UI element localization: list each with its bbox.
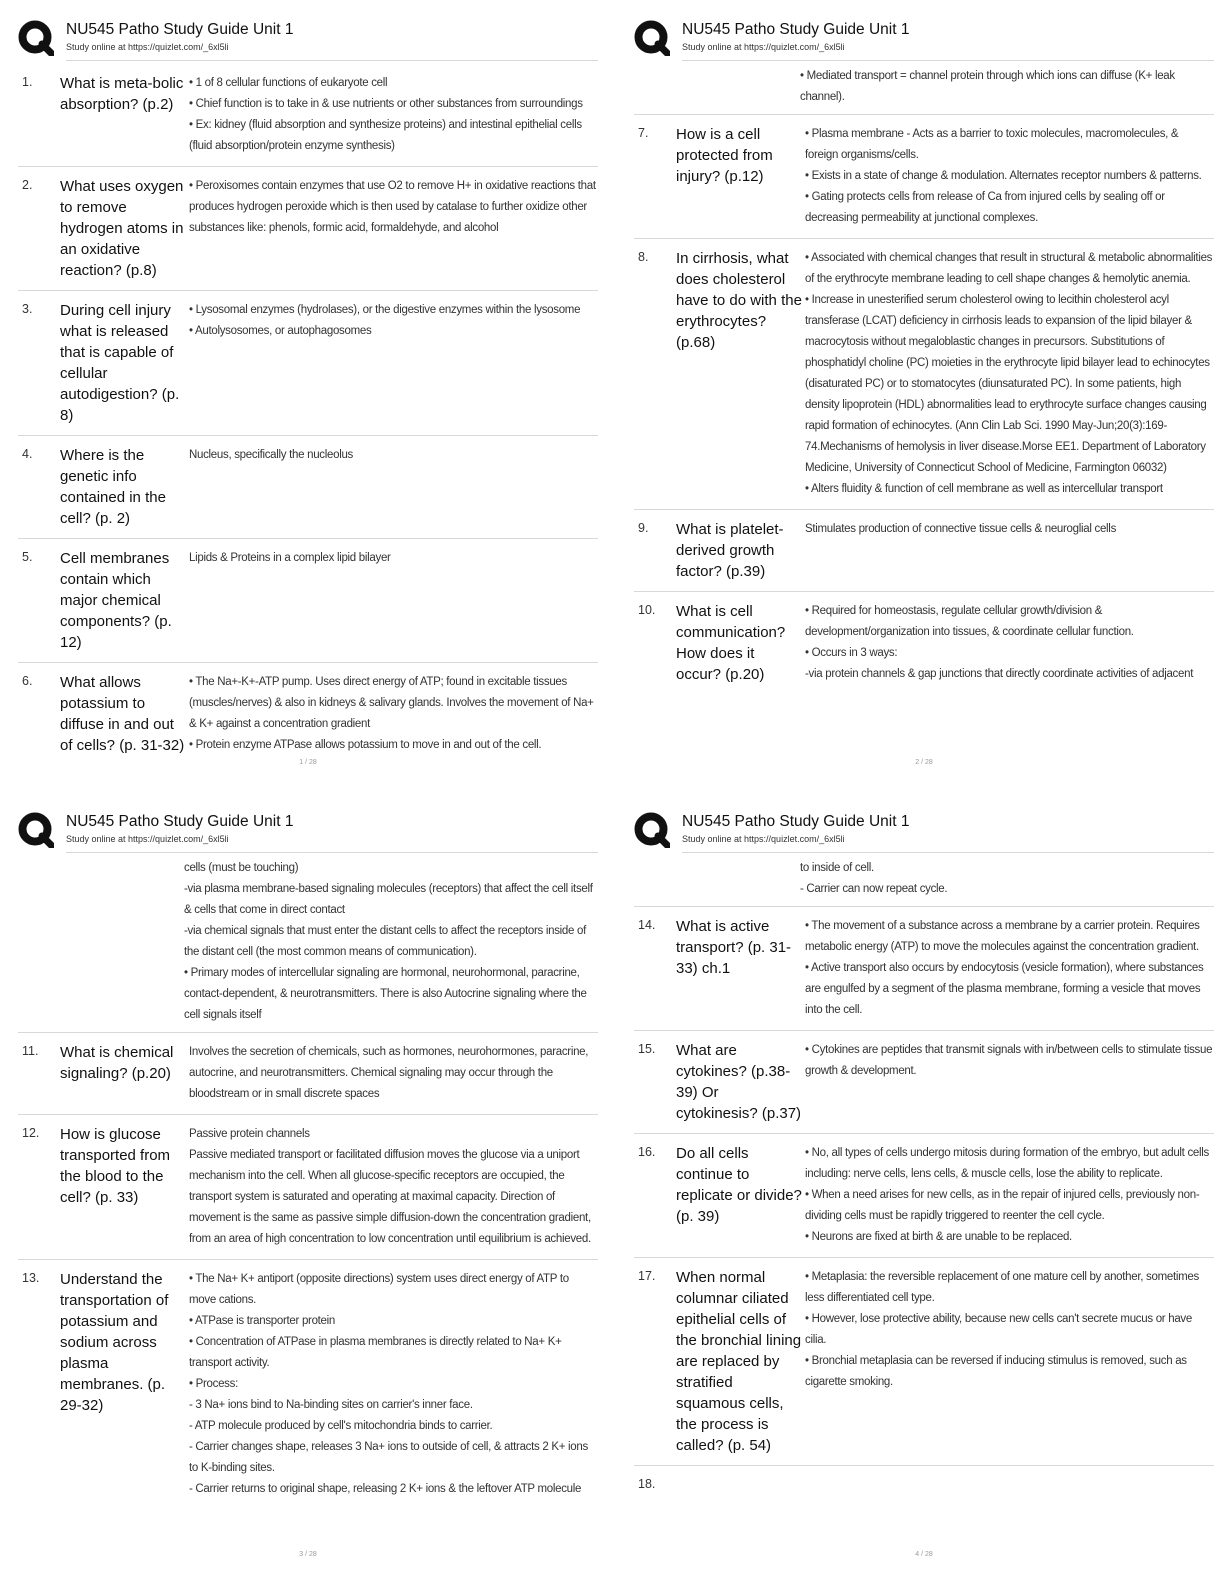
- card-answer: • The Na+ K+ antiport (opposite directions) system uses direct energy of ATP to move cations. • ATPase is transporter protein • Concentration of ATPase in plasma membranes is directly related to Na+ K+ transport activity. • Process: - 3 Na+ ions bind to Na-binding sites on carrier's inner face. - ATP molecule produced by cell's mitochondria binds to carrier. - Carrier changes shape, releases 3 Na+ ions to outside of cell, & attracts 2 K+ ions to K-binding sites. - Carrier returns to original shape, releasing 2 K+ ions & the leftover ATP molecule: [189, 1273, 588, 1495]
- card-question: How is glucose transported from the blood to the cell? (p. 33): [60, 1126, 171, 1206]
- card-11: [18, 1033, 598, 1115]
- card-number: 16.: [638, 1145, 656, 1159]
- card-answer: Stimulates production of connective tissue cells & neuroglial cells: [805, 523, 1117, 535]
- page-2: [634, 18, 1214, 768]
- card-9: [634, 510, 1214, 592]
- card-question: What is cell communication? How does it occur? (p.20): [676, 603, 786, 683]
- card-list: [18, 64, 598, 765]
- quizlet-logo-icon: [18, 812, 54, 848]
- card-question: What is chemical signaling? (p.20): [60, 1044, 174, 1082]
- card-8: [634, 239, 1214, 510]
- page-header: [634, 18, 1214, 64]
- card-answer: Passive protein channels Passive mediated transport or facilitated diffusion moves the glucose via a uniport mechanism into the cell. When all glucose-specific receptors are occupied, the transport system is saturated and operating at maximal capacity. Direction of movement is the same as passive simple diffusion-down the concentration gradient, from an area of high concentration to low concentration until equilibrium is achieved.: [189, 1128, 591, 1245]
- card-question: During cell injury what is released that is capable of cellular autodigestion? (p. 8): [60, 302, 180, 424]
- card-number: 5.: [22, 550, 33, 564]
- page-number: 1 / 28: [299, 759, 317, 766]
- card-question: Understand the transportation of potassium and sodium across plasma membranes. (p. 29-32): [60, 1271, 169, 1414]
- card-question: What is active transport? (p. 31-33) ch.1: [676, 918, 792, 977]
- card-6: [18, 663, 598, 765]
- card-number: 7.: [638, 126, 649, 140]
- card-answer: • No, all types of cells undergo mitosis during formation of the embryo, but adult cells including: nerve cells, lens cells, & muscle cells, lose the ability to replicate. • When a need arises for new cells, as in the repair of injured cells, previously non-dividing cells must be rapidly triggered to reenter the cell cycle. • Neurons are fixed at birth & are unable to be replaced.: [805, 1147, 1209, 1243]
- card-2: [18, 167, 598, 291]
- card-list: [18, 856, 598, 1509]
- header-subtitle: Study online at https://quizlet.com/_6xl5li: [682, 42, 845, 52]
- card-number: 3.: [22, 302, 33, 316]
- card-14: [634, 907, 1214, 1031]
- card-answer: • Associated with chemical changes that result in structural & metabolic abnormalities of the erythrocyte membrane leading to cell shape changes & hemolytic anemia. • Increase in unesterified serum cholesterol owing to lecithin cholesterol acyl transferase (LCAT) deficiency in cirrhosis leads to expansion of the lipid bilayer & macrocytosis without megaloblastic changes in precursors. Substitutions of phosphatidyl choline (PC) moieties in the erythrocyte lipid bilayer lead to echinocytes (disaturated PC) or to stomatocytes (diunsaturated PC). In some patients, high density lipoprotein (HDL) abnormalities lead to erythrocyte surface changes causing rapid formation of echinocytes. (Ann Clin Lab Sci. 1990 May-Jun;20(3):169-74.Mechanisms of hemolysis in liver disease.Morse EE1. Department of Laboratory Medicine, University of Connecticut School of Medicine, Farmington 06032) • Alters fluidity & function of cell membrane as well as intercellular transport: [805, 252, 1213, 495]
- page-number: 4 / 28: [915, 1551, 933, 1558]
- card-4: [18, 436, 598, 539]
- card-question: What uses oxygen to remove hydrogen atoms in an oxidative reaction? (p.8): [60, 178, 184, 279]
- card-question: What allows potassium to diffuse in and out of cells? (p. 31-32): [60, 674, 185, 754]
- header-subtitle: Study online at https://quizlet.com/_6xl5li: [66, 42, 229, 52]
- card-answer: Nucleus, specifically the nucleolus: [189, 449, 354, 461]
- card-number: 4.: [22, 447, 33, 461]
- page-header: [18, 810, 598, 856]
- card-question: Cell membranes contain which major chemical components? (p. 12): [60, 550, 172, 651]
- continued-answer: • Mediated transport = channel protein through which ions can diffuse (K+ leak channel).: [634, 64, 1214, 115]
- card-number: 10.: [638, 603, 656, 617]
- card-number: 11.: [22, 1044, 39, 1058]
- card-number: 13.: [22, 1271, 40, 1285]
- card-17: [634, 1258, 1214, 1466]
- card-question: When normal columnar ciliated epithelial cells of the bronchial lining are replaced by stratified squamous cells, the process is called? (p. 54): [676, 1269, 802, 1454]
- card-answer: • The Na+-K+-ATP pump. Uses direct energy of ATP; found in excitable tissues (muscles/nerves) & also in kidneys & salivary glands. Involves the movement of Na+ & K+ against a concentration gradient • Protein enzyme ATPase allows potassium to move in and out of the cell.: [189, 676, 594, 751]
- card-question: In cirrhosis, what does cholesterol have to do with the erythrocytes? (p.68): [676, 250, 802, 351]
- card-answer: • Lysosomal enzymes (hydrolases), or the digestive enzymes within the lysosome • Autolysosomes, or autophagosomes: [189, 304, 581, 337]
- card-question: How is a cell protected from injury? (p.12): [676, 126, 773, 185]
- card-10: [634, 592, 1214, 694]
- card-1: [18, 64, 598, 167]
- card-answer: Involves the secretion of chemicals, such as hormones, neurohormones, paracrine, autocrine, and neurotransmitters. Chemical signaling may occur through the bloodstream or in small discrete spaces: [189, 1046, 589, 1100]
- card-answer: • Cytokines are peptides that transmit signals with in/between cells to stimulate tissue growth & development.: [805, 1044, 1213, 1077]
- quizlet-logo-icon: [634, 20, 670, 56]
- card-number: 2.: [22, 178, 33, 192]
- card-answer: Lipids & Proteins in a complex lipid bilayer: [189, 552, 391, 564]
- card-16: [634, 1134, 1214, 1258]
- page-number: 3 / 28: [299, 1551, 317, 1558]
- card-5: [18, 539, 598, 663]
- card-number: 12.: [22, 1126, 40, 1140]
- card-number: 18.: [638, 1477, 656, 1491]
- card-question: Do all cells continue to replicate or divide? (p. 39): [676, 1145, 802, 1225]
- page-header: [634, 810, 1214, 856]
- card-7: [634, 115, 1214, 239]
- card-list: [634, 856, 1214, 1500]
- header-title: NU545 Patho Study Guide Unit 1: [682, 813, 910, 830]
- card-answer: • 1 of 8 cellular functions of eukaryote cell • Chief function is to take in & use nutrients or other substances from surroundings • Ex: kidney (fluid absorption and synthesize proteins) and intestinal epithelial cells (fluid absorption/protein enzyme synthesis): [189, 77, 583, 152]
- card-15: [634, 1031, 1214, 1134]
- card-number: 9.: [638, 521, 649, 535]
- header-title: NU545 Patho Study Guide Unit 1: [682, 21, 910, 38]
- card-number: 15.: [638, 1042, 656, 1056]
- card-number: 6.: [22, 674, 33, 688]
- quizlet-logo-icon: [18, 20, 54, 56]
- card-question: Where is the genetic info contained in the cell? (p. 2): [60, 447, 166, 527]
- header-title: NU545 Patho Study Guide Unit 1: [66, 21, 294, 38]
- card-number: 14.: [638, 918, 656, 932]
- card-12: [18, 1115, 598, 1260]
- card-13: [18, 1260, 598, 1509]
- card-answer: • Metaplasia: the reversible replacement of one mature cell by another, sometimes less differentiated cell type. • However, lose protective ability, because new cells can't secrete mucus or have cilia. • Bronchial metaplasia can be reversed if inducing stimulus is removed, such as cigarette smoking.: [805, 1271, 1199, 1388]
- card-number: 1.: [22, 75, 33, 89]
- header-subtitle: Study online at https://quizlet.com/_6xl5li: [66, 834, 229, 844]
- card-answer: • Plasma membrane - Acts as a barrier to toxic molecules, macromolecules, & foreign organisms/cells. • Exists in a state of change & modulation. Alternates receptor numbers & patterns. • Gating protects cells from release of Ca from injured cells by sealing off or decreasing permeability at junctional complexes.: [805, 128, 1202, 224]
- continued-answer: cells (must be touching) -via plasma membrane-based signaling molecules (receptors) that affect the cell itself & cells that come in direct contact -via chemical signals that must enter the distant cells to affect the receptors inside of the distant cell (the most common means of communication). • Primary modes of intercellular signaling are hormonal, neurohormonal, paracrine, contact-dependent, & neurotransmitters. There is also Autocrine signaling where the cell signals itself: [18, 856, 598, 1033]
- quizlet-logo-icon: [634, 812, 670, 848]
- card-number: 8.: [638, 250, 649, 264]
- card-answer: • The movement of a substance across a membrane by a carrier protein. Requires metabolic energy (ATP) to move the molecules against the concentration gradient. • Active transport also occurs by endocytosis (vesicle formation), where substances are engulfed by a segment of the plasma membrane, forming a vesicle that moves into the cell.: [805, 920, 1204, 1016]
- card-answer: • Peroxisomes contain enzymes that use O2 to remove H+ in oxidative reactions that produces hydrogen peroxide which is then used by catalase to further oxidize other substances like: phenols, formic acid, formaldehyde, and alcohol: [189, 180, 596, 234]
- header-title: NU545 Patho Study Guide Unit 1: [66, 813, 294, 830]
- card-list: [634, 64, 1214, 694]
- card-number: 17.: [638, 1269, 656, 1283]
- card-question: What are cytokines? (p.38-39) Or cytokinesis? (p.37): [676, 1042, 802, 1122]
- page-number: 2 / 28: [915, 759, 933, 766]
- page-4: [634, 810, 1214, 1560]
- card-question: What is meta-bolic absorption? (p.2): [60, 75, 184, 113]
- continued-answer: to inside of cell. - Carrier can now repeat cycle.: [634, 856, 1214, 907]
- card-3: [18, 291, 598, 436]
- card-18: [634, 1466, 1214, 1500]
- card-question: What is platelet-derived growth factor? (p.39): [676, 521, 784, 580]
- header-subtitle: Study online at https://quizlet.com/_6xl5li: [682, 834, 845, 844]
- card-answer: • Required for homeostasis, regulate cellular growth/division & development/organization into tissues, & coordinate cellular function. • Occurs in 3 ways: -via protein channels & gap junctions that directly coordinate activities of adjacent: [805, 605, 1194, 680]
- page-1: [18, 18, 598, 768]
- page-header: [18, 18, 598, 64]
- page-3: [18, 810, 598, 1560]
